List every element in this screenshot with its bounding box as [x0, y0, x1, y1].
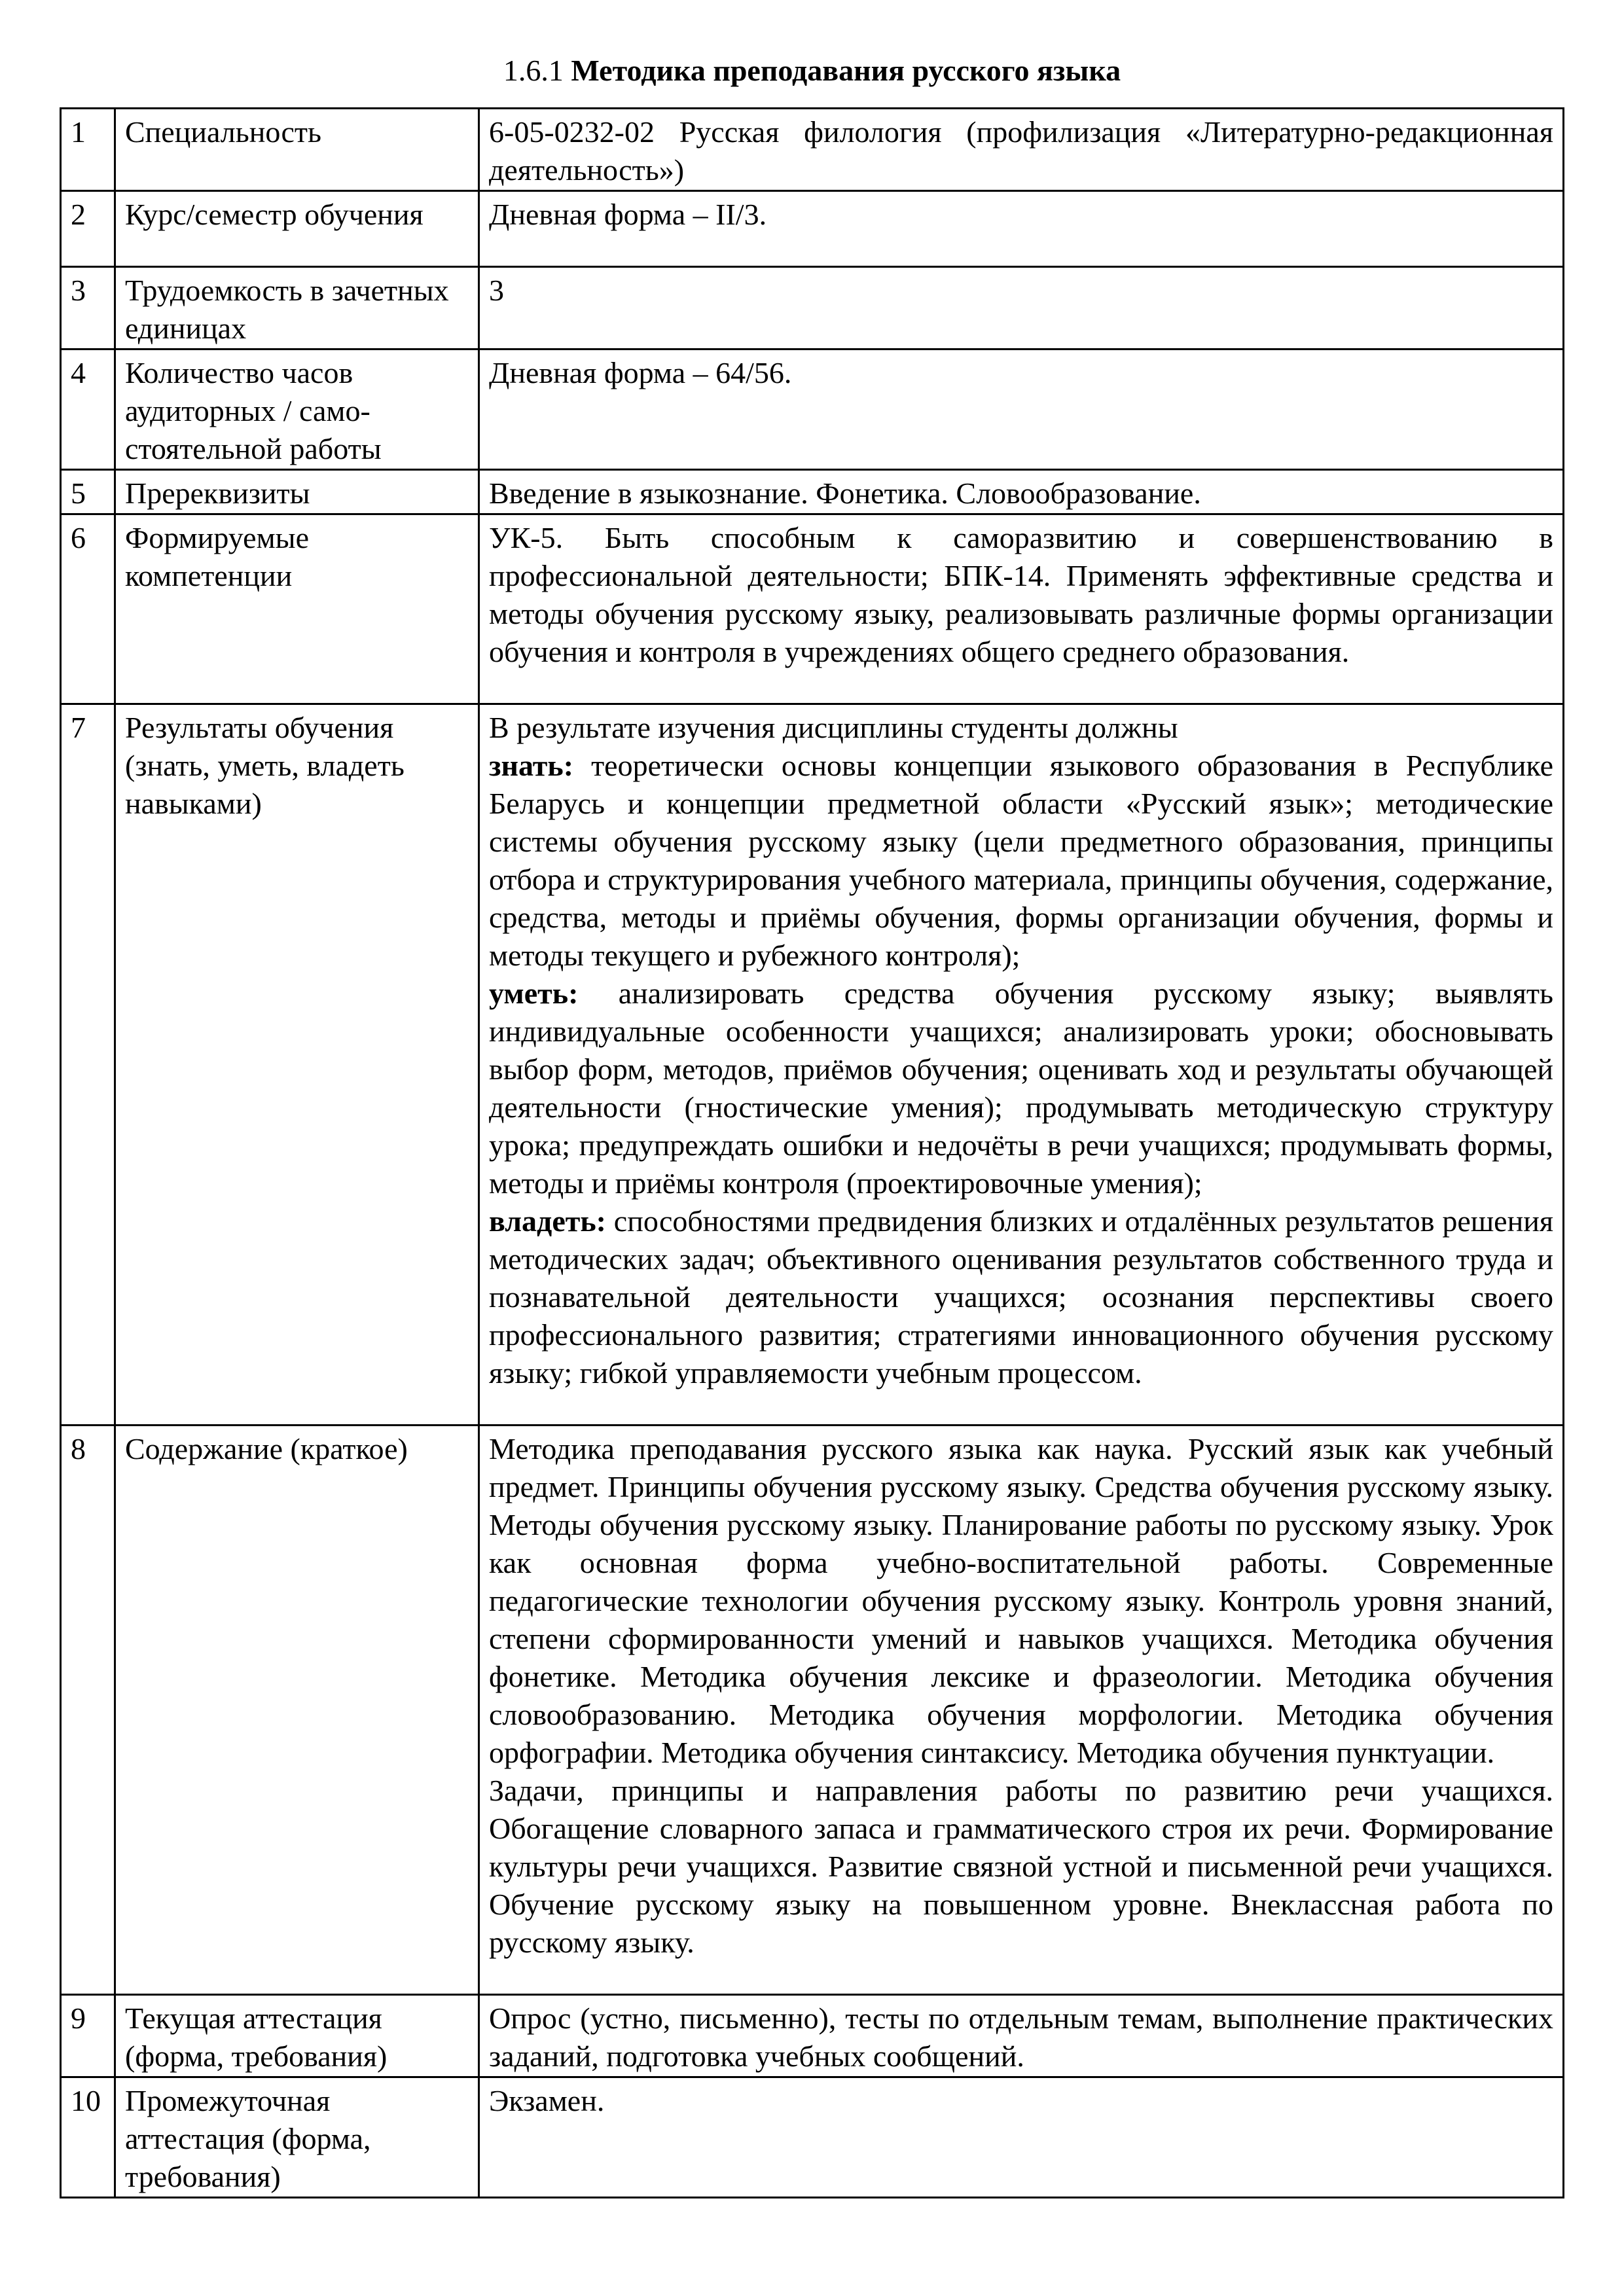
- outcome-can: [489, 975, 1553, 1202]
- page-title: [0, 51, 1624, 90]
- table-row: [61, 350, 1564, 470]
- row-label: Результаты обучения (знать, уметь, владеть навыками): [115, 704, 479, 1426]
- row-number: 10: [61, 2077, 115, 2198]
- row-value: Введение в языкознание. Фонетика. Словообразование.: [479, 470, 1564, 514]
- outcome-text: способностями предвидения близких и отдалённых результатов решения методических задач; объективного оценивания результатов собственного труда и познавательной деятельности учащихся; осознания перспективы своего профессионального развития; стратегиями инновационного обучения русскому языку; гибкой управляемости учебным процессом.: [489, 1204, 1553, 1390]
- row-label: Курс/семестр обучения: [115, 191, 479, 267]
- row-number: 8: [61, 1426, 115, 1995]
- row-value: 6-05-0232-02 Русская филология (профилизация «Литературно-редакционная деятельность»): [479, 109, 1564, 191]
- row-number: 9: [61, 1995, 115, 2077]
- row-label: Содержание (краткое): [115, 1426, 479, 1995]
- outcome-know: [489, 747, 1553, 975]
- row-label: Формируемые компетенции: [115, 514, 479, 704]
- table-row: [61, 2077, 1564, 2198]
- outcome-keyword: владеть:: [489, 1204, 606, 1238]
- row-label: Промежуточная аттестация (форма, требования): [115, 2077, 479, 2198]
- row-value: Дневная форма – II/3.: [479, 191, 1564, 267]
- row-value: 3: [479, 267, 1564, 350]
- row-label: Текущая аттестация (форма, требования): [115, 1995, 479, 2077]
- table-row: [61, 109, 1564, 191]
- row-value: УК-5. Быть способным к саморазвитию и совершенствованию в профессиональной деятельности; БПК-14. Применять эффективные средства и методы обучения русскому языку, реализовывать различные формы организации обучения и контроля в учреждениях общего среднего образования.: [479, 514, 1564, 704]
- row-number: 2: [61, 191, 115, 267]
- outcome-text: теоретически основы концепции языкового образования в Республике Беларусь и концепции предметной области «Русский язык»; методические системы обучения русскому языку (цели предметного образования, принципы отбора и структурирования учебного материала, принципы обучения, содержание, средства, методы и приёмы обучения, формы организации обучения, формы и методы текущего и рубежного контроля);: [489, 749, 1553, 972]
- table-row: [61, 1426, 1564, 1995]
- table-row: [61, 514, 1564, 704]
- table-row: [61, 1995, 1564, 2077]
- outcome-master: [489, 1202, 1553, 1392]
- row-number: 1: [61, 109, 115, 191]
- row-number: 7: [61, 704, 115, 1426]
- section-number: 1.6.1: [503, 54, 564, 87]
- course-info-table: [60, 107, 1564, 2198]
- row-value: Опрос (устно, письменно), тесты по отдельным темам, выполнение практических заданий, подготовка учебных сообщений.: [479, 1995, 1564, 2077]
- course-content: [479, 1426, 1564, 1995]
- outcomes-intro: В результате изучения дисциплины студенты должны: [489, 711, 1178, 744]
- table-row: [61, 191, 1564, 267]
- table-row: [61, 267, 1564, 350]
- row-number: 3: [61, 267, 115, 350]
- row-label: Пререквизиты: [115, 470, 479, 514]
- row-value: Дневная форма – 64/56.: [479, 350, 1564, 470]
- table-row: [61, 704, 1564, 1426]
- outcome-keyword: знать:: [489, 749, 574, 782]
- content-paragraph: Методика преподавания русского языка как наука. Русский язык как учебный предмет. Принципы обучения русскому языку. Средства обучения русскому языку. Методы обучения русскому языку. Планирование работы по русскому языку. Урок как основная форма учебно-воспитательной работы. Современные педагогические технологии обучения русскому языку. Контроль уровня знаний, степени сформированности умений и навыков учащихся. Методика обучения фонетике. Методика обучения лексике и фразеологии. Методика обучения словообразованию. Методика обучения морфологии. Методика обучения орфографии. Методика обучения синтаксису. Методика обучения пунктуации.: [489, 1432, 1553, 1769]
- row-label: Количество часов аудиторных / само-стоятельной работы: [115, 350, 479, 470]
- table-row: [61, 470, 1564, 514]
- row-label: Специальность: [115, 109, 479, 191]
- section-title: Методика преподавания русского языка: [571, 54, 1121, 87]
- row-number: 4: [61, 350, 115, 470]
- content-paragraph: Задачи, принципы и направления работы по развитию речи учащихся. Обогащение словарного запаса и грамматического строя их речи. Формирование культуры речи учащихся. Развитие связной устной и письменной речи учащихся. Обучение русскому языку на повышенном уровне. Внеклассная работа по русскому языку.: [489, 1774, 1553, 1959]
- learning-outcomes: [479, 704, 1564, 1426]
- row-number: 5: [61, 470, 115, 514]
- row-value: Экзамен.: [479, 2077, 1564, 2198]
- outcome-text: анализировать средства обучения русскому языку; выявлять индивидуальные особенности учащихся; анализировать уроки; обосновывать выбор форм, методов, приёмов обучения; оценивать ход и результаты обучающей деятельности (гностические умения); продумывать методическую структуру урока; предупреждать ошибки и недочёты в речи учащихся; продумывать формы, методы и приёмы контроля (проектировочные умения);: [489, 977, 1554, 1200]
- row-number: 6: [61, 514, 115, 704]
- outcome-keyword: уметь:: [489, 977, 579, 1010]
- row-label: Трудоемкость в зачетных единицах: [115, 267, 479, 350]
